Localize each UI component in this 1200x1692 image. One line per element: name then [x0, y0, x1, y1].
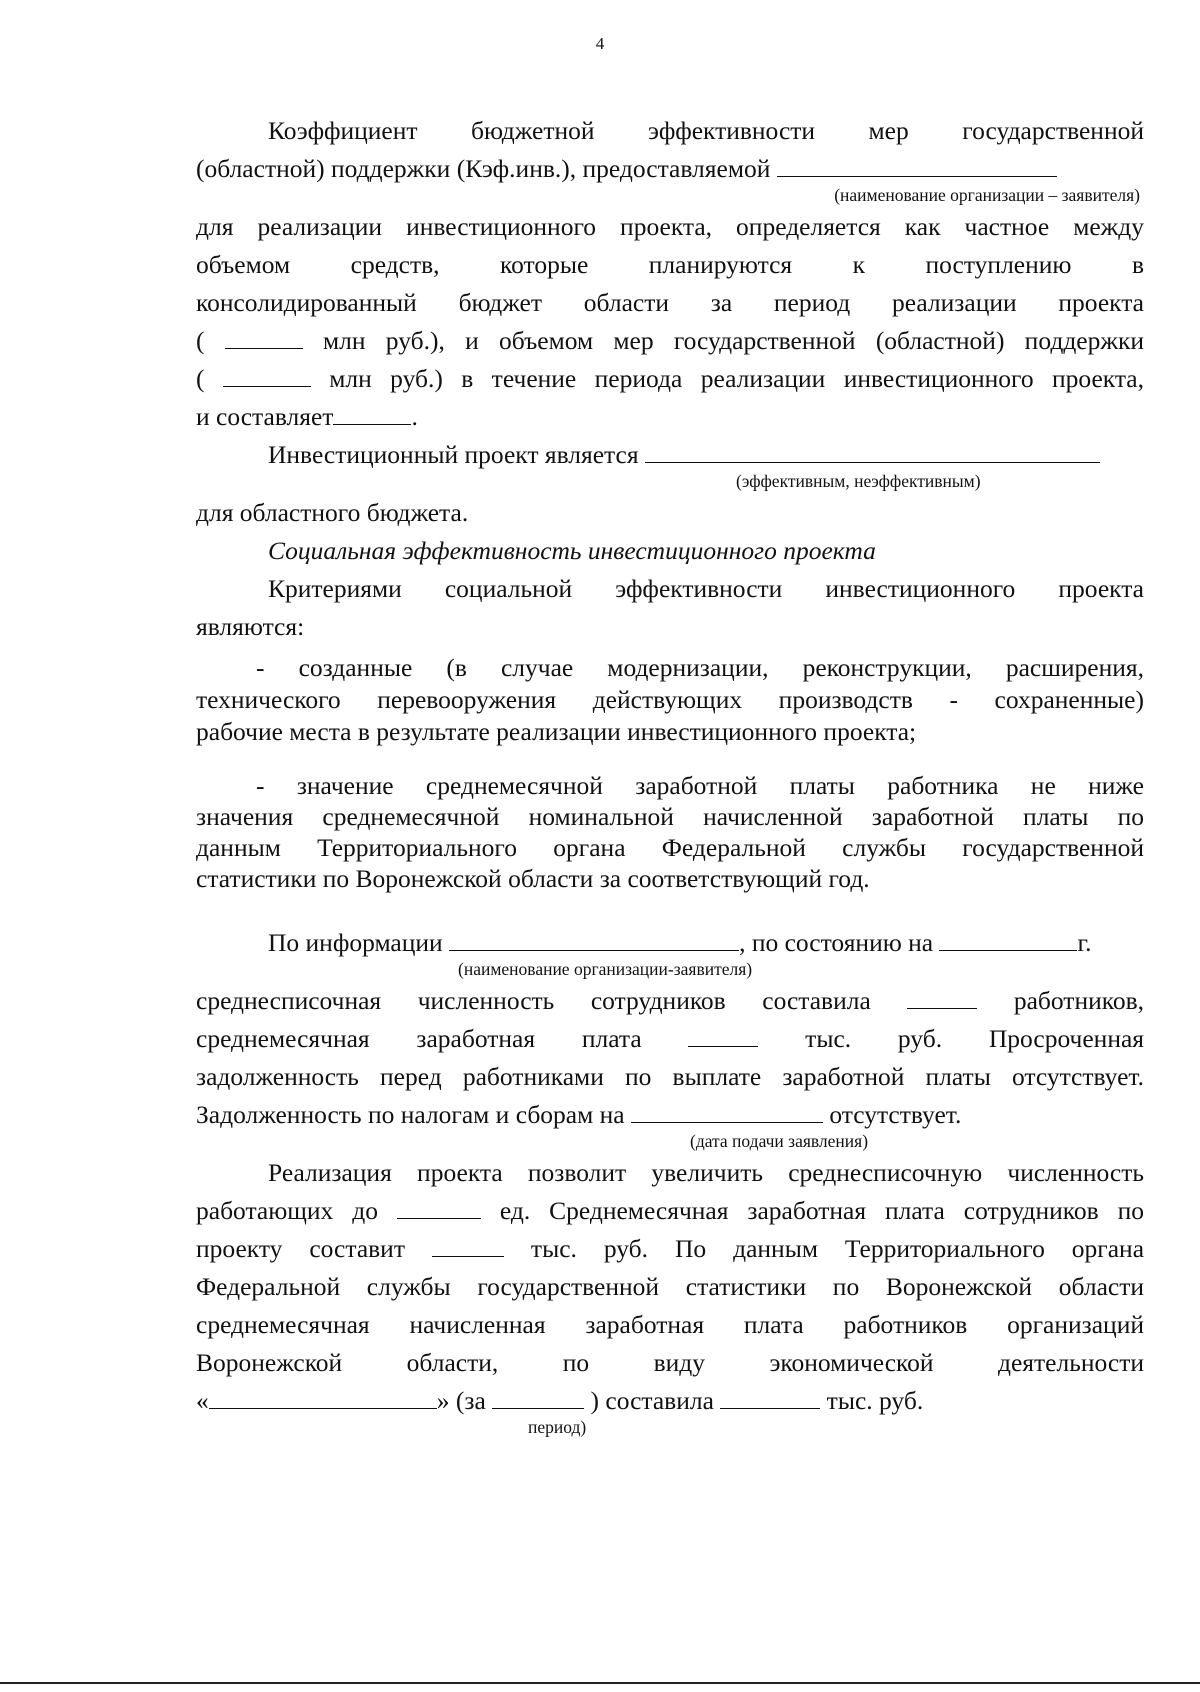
p1-line1: Коэффициент бюджетной эффективности мер государственной	[268, 116, 1144, 145]
p2-line1: Инвестиционный проект является	[196, 436, 1144, 474]
p5-line2: работающих до ед. Среднемесячная заработная плата сотрудников по	[196, 1196, 1144, 1225]
document-body	[196, 112, 1144, 1440]
p4-line1: По информации , по состоянию на г.	[268, 928, 1092, 957]
period-blank	[492, 1386, 584, 1409]
p1-note: (наименование организации – заявителя)	[834, 185, 1140, 205]
section-heading: Социальная эффективность инвестиционного проекта	[268, 536, 876, 565]
p4-note: (наименование организации-заявителя)	[458, 959, 753, 979]
p5-line3: проекту составит тыс. руб. По данным Территориального органа	[196, 1234, 1145, 1263]
p1-line8: и составляет .	[196, 402, 418, 431]
applicant-blank	[449, 928, 739, 951]
p3-line1: Критериями социальной эффективности инвестиционного проекта	[268, 574, 1144, 603]
p4-line5: Задолженность по налогам и сборам на отсутствует.	[196, 1100, 962, 1129]
p1-line6: ( млн руб.), и объемом мер государственной (областной) поддержки	[196, 326, 1145, 355]
bullet-1: - созданные (в случае модернизации, реконструкции, расширения, технического перевооружения действующих производств - сохраненные) рабочие места в результате реализации инвестиционного проекта;	[196, 653, 1144, 746]
p5-line4: Федеральной службы государственной статистики по Воронежской области	[196, 1272, 1144, 1301]
salary-blank	[688, 1024, 758, 1047]
p2-line2: для областного бюджета.	[196, 498, 469, 527]
workers-blank	[397, 1196, 481, 1219]
p1-line2: (областной) поддержки (Кэф.инв.), предоставляемой	[196, 150, 1144, 188]
p4-line4: задолженность перед работниками по выплате заработной платы отсутствует.	[196, 1062, 1144, 1091]
page-bottom-border	[0, 1682, 1200, 1684]
application-date-blank	[631, 1100, 823, 1123]
p5-note: период)	[528, 1417, 587, 1437]
project-salary-blank	[432, 1234, 504, 1257]
p3-line2: являются:	[196, 612, 305, 641]
activity-blank	[209, 1386, 437, 1409]
p4-line2: среднесписочная численность сотрудников составила работников,	[196, 986, 1144, 1015]
p4-line3: среднемесячная заработная плата тыс. руб. Просроченная	[196, 1024, 1145, 1053]
p1-line3: для реализации инвестиционного проекта, определяется как частное между	[196, 212, 1144, 241]
regional-salary-blank	[720, 1386, 820, 1409]
p5-line6: Воронежской области, по виду экономической деятельности	[196, 1348, 1144, 1377]
headcount-blank	[907, 986, 977, 1009]
bullet-2: - значение среднемесячной заработной платы работника не ниже значения среднемесячной номинальной начисленной заработной платы по данным Территориального органа Федеральной службы государственной статистики по Воронежской области за соответствующий год.	[196, 771, 1144, 893]
p1-line7: ( млн руб.) в течение периода реализации инвестиционного проекта,	[196, 364, 1144, 393]
p1-line5: консолидированный бюджет области за период реализации проекта	[196, 288, 1144, 317]
p1-line4: объемом средств, которые планируются к поступлению в	[196, 250, 1144, 279]
p4-note2: (дата подачи заявления)	[690, 1131, 869, 1151]
support-blank	[223, 364, 311, 387]
p2-note: (эффективным, неэффективным)	[736, 471, 981, 491]
p5-line5: среднемесячная начисленная заработная плата работников организаций	[196, 1310, 1144, 1339]
coefficient-blank	[333, 402, 411, 425]
p5-line7: « » (за ) составила тыс. руб.	[196, 1386, 924, 1415]
efficiency-blank	[645, 440, 1100, 463]
page-number: 4	[595, 34, 605, 53]
p5-line1: Реализация проекта позволит увеличить среднесписочную численность	[268, 1158, 1144, 1187]
date-blank	[939, 928, 1077, 951]
revenue-blank	[225, 326, 303, 349]
organization-blank	[777, 154, 1057, 177]
